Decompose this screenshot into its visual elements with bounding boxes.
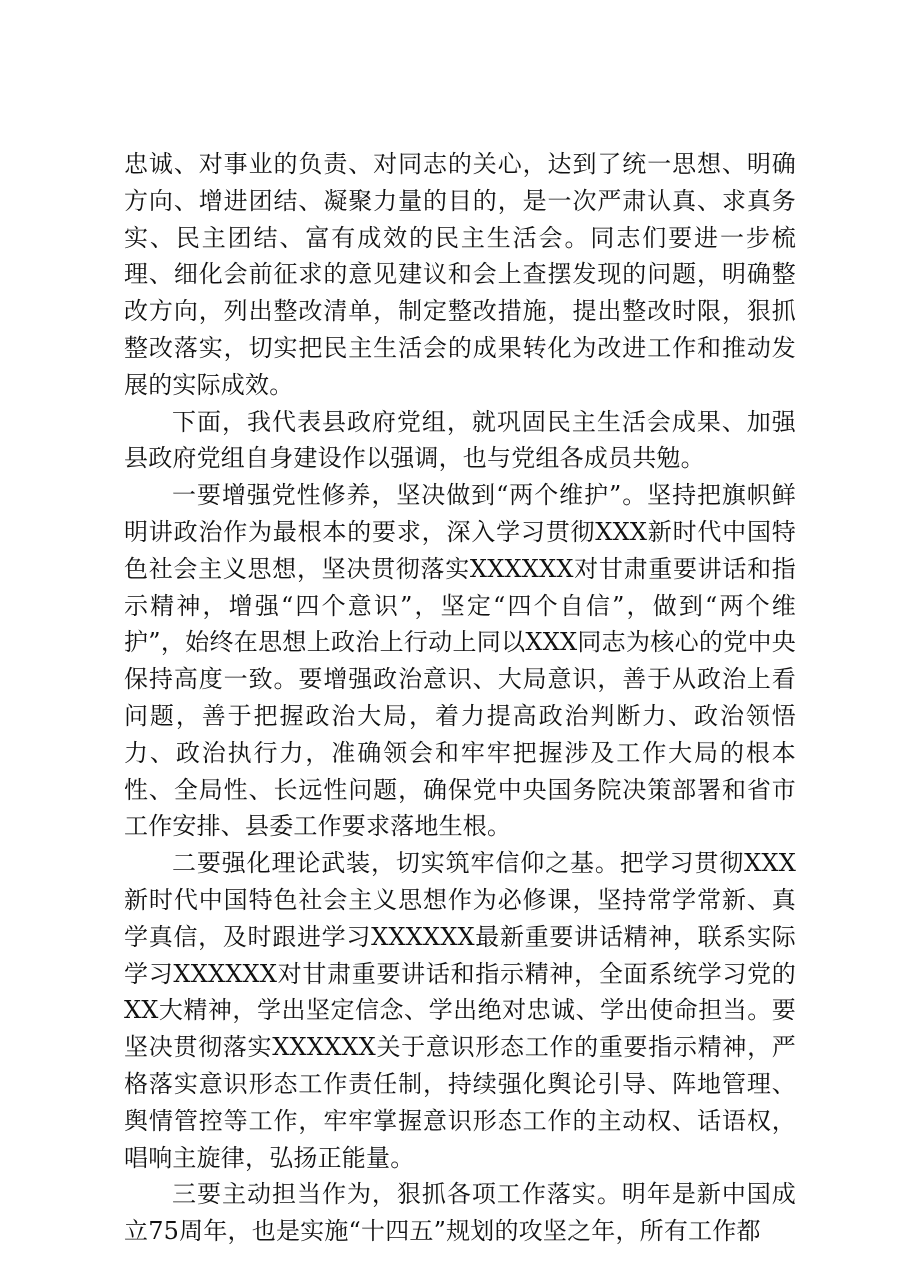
paragraph-intro: 下面，我代表县政府党组，就巩固民主生活会成果、加强县政府党组自身建设作以强调，也与党组各成员共勉。 [124, 407, 796, 473]
document-body [124, 146, 796, 1250]
paragraph-point-three: 三要主动担当作为，狠抓各项工作落实。明年是新中国成立75周年，也是实施“十四五”规划的攻坚之年，所有工作都 [124, 1180, 796, 1246]
paragraph-continuation: 忠诚、对事业的负责、对同志的关心，达到了统一思想、明确方向、增进团结、凝聚力量的目的，是一次严肃认真、求真务实、民主团结、富有成效的民主生活会。同志们要进一步梳理、细化会前征求的意见建议和会上查摆发现的问题，明确整改方向，列出整改清单，制定整改措施，提出整改时限，狠抓整改落实，切实把民主生活会的成果转化为改进工作和推动发展的实际成效。 [124, 150, 796, 399]
paragraph-point-one: 一要增强党性修养，坚决做到“两个维护”。坚持把旗帜鲜明讲政治作为最根本的要求，深入学习贯彻XXX新时代中国特色社会主义思想，坚决贯彻落实XXXXXX对甘肃重要讲话和指示精神，增强“四个意识”，坚定“四个自信”，做到“两个维护”，始终在思想上政治上行动上同以XXX同志为核心的党中央保持高度一致。要增强政治意识、大局意识，善于从政治上看问题，善于把握政治大局，着力提高政治判断力、政治领悟力、政治执行力，准确领会和牢牢把握涉及工作大局的根本性、全局性、长远性问题，确保党中央国务院决策部署和省市工作安排、县委工作要求落地生根。 [124, 481, 796, 841]
paragraph-point-two: 二要强化理论武装，切实筑牢信仰之基。把学习贯彻XXX新时代中国特色社会主义思想作为必修课，坚持常学常新、真学真信，及时跟进学习XXXXXX最新重要讲话精神，联系实际学习XXXXXX对甘肃重要讲话和指示精神，全面系统学习党的XX大精神，学出坚定信念、学出绝对忠诚、学出使命担当。要坚决贯彻落实XXXXXX关于意识形态工作的重要指示精神，严格落实意识形态工作责任制，持续强化舆论引导、阵地管理、舆情管控等工作，牢牢掌握意识形态工作的主动权、话语权，唱响主旋律，弘扬正能量。 [124, 849, 796, 1172]
